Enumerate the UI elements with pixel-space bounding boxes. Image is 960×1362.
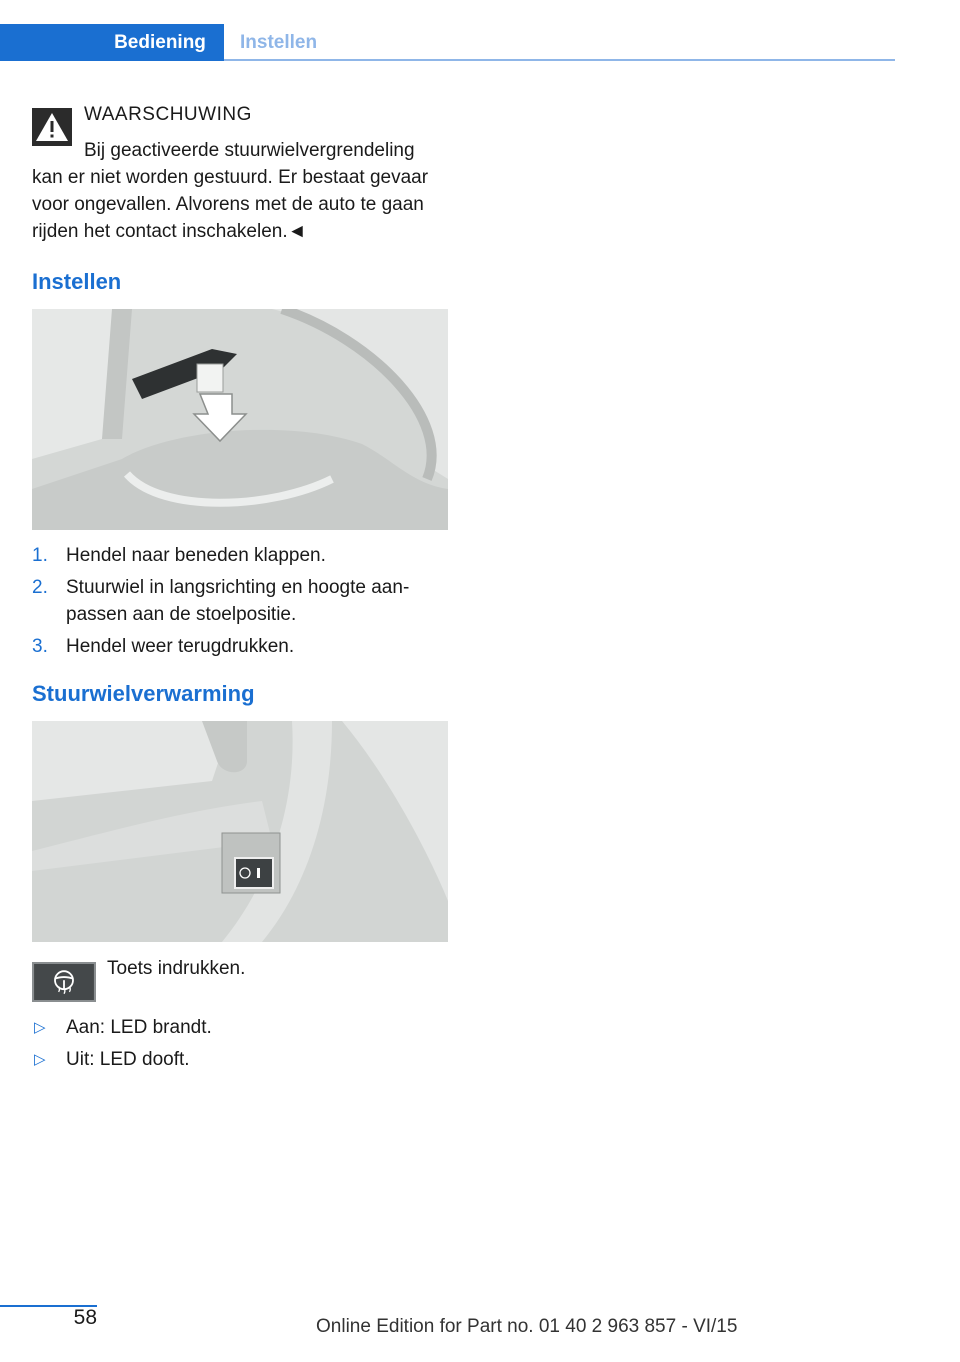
section-heading-stuurwielverwarming: Stuurwielverwarming: [32, 681, 255, 706]
list-item: 3. Hendel weer terugdrukken.: [32, 636, 295, 657]
warning-rest: kan er niet worden gestuurd. Er bestaat gevaar voor ongevallen. Alvorens met de auto te gaan rijden het contact inschakelen.◄: [32, 167, 429, 242]
steering-column-lever-image: [32, 309, 448, 530]
tab-bediening[interactable]: Bediening: [0, 24, 224, 61]
list-item: ▷ Aan: LED brandt.: [32, 1014, 452, 1041]
steps-list: [32, 542, 452, 665]
edition-footer: Online Edition for Part no. 01 40 2 963 857 - VI/15: [316, 1316, 738, 1337]
bullet-triangle-icon: ▷: [34, 1051, 46, 1068]
tab-instellen[interactable]: Instellen: [240, 31, 318, 53]
steering-wheel-heating-button-icon: [32, 962, 96, 1002]
heated-steering-button-location-image: [32, 721, 448, 942]
header-tabs: [0, 24, 895, 62]
list-item: 1. Hendel naar beneden klappen.: [32, 545, 326, 566]
bullet-triangle-icon: ▷: [34, 1019, 46, 1036]
warning-title: WAARSCHUWING: [84, 104, 252, 125]
warning-first-line: Bij geactiveerde stuurwielvergrendeling: [84, 140, 415, 161]
tab-underline: [224, 59, 895, 61]
list-item: 2. Stuurwiel in langsrichting en hoogte aan-passen aan de stoelpositie.: [32, 577, 410, 625]
button-instruction: Toets indrukken.: [107, 958, 246, 979]
page-number: 58: [73, 1306, 97, 1329]
led-status-list: [32, 1014, 452, 1078]
list-item: ▷ Uit: LED dooft.: [32, 1046, 452, 1073]
section-heading-instellen: Instellen: [32, 269, 122, 294]
warning-text: [32, 137, 452, 245]
